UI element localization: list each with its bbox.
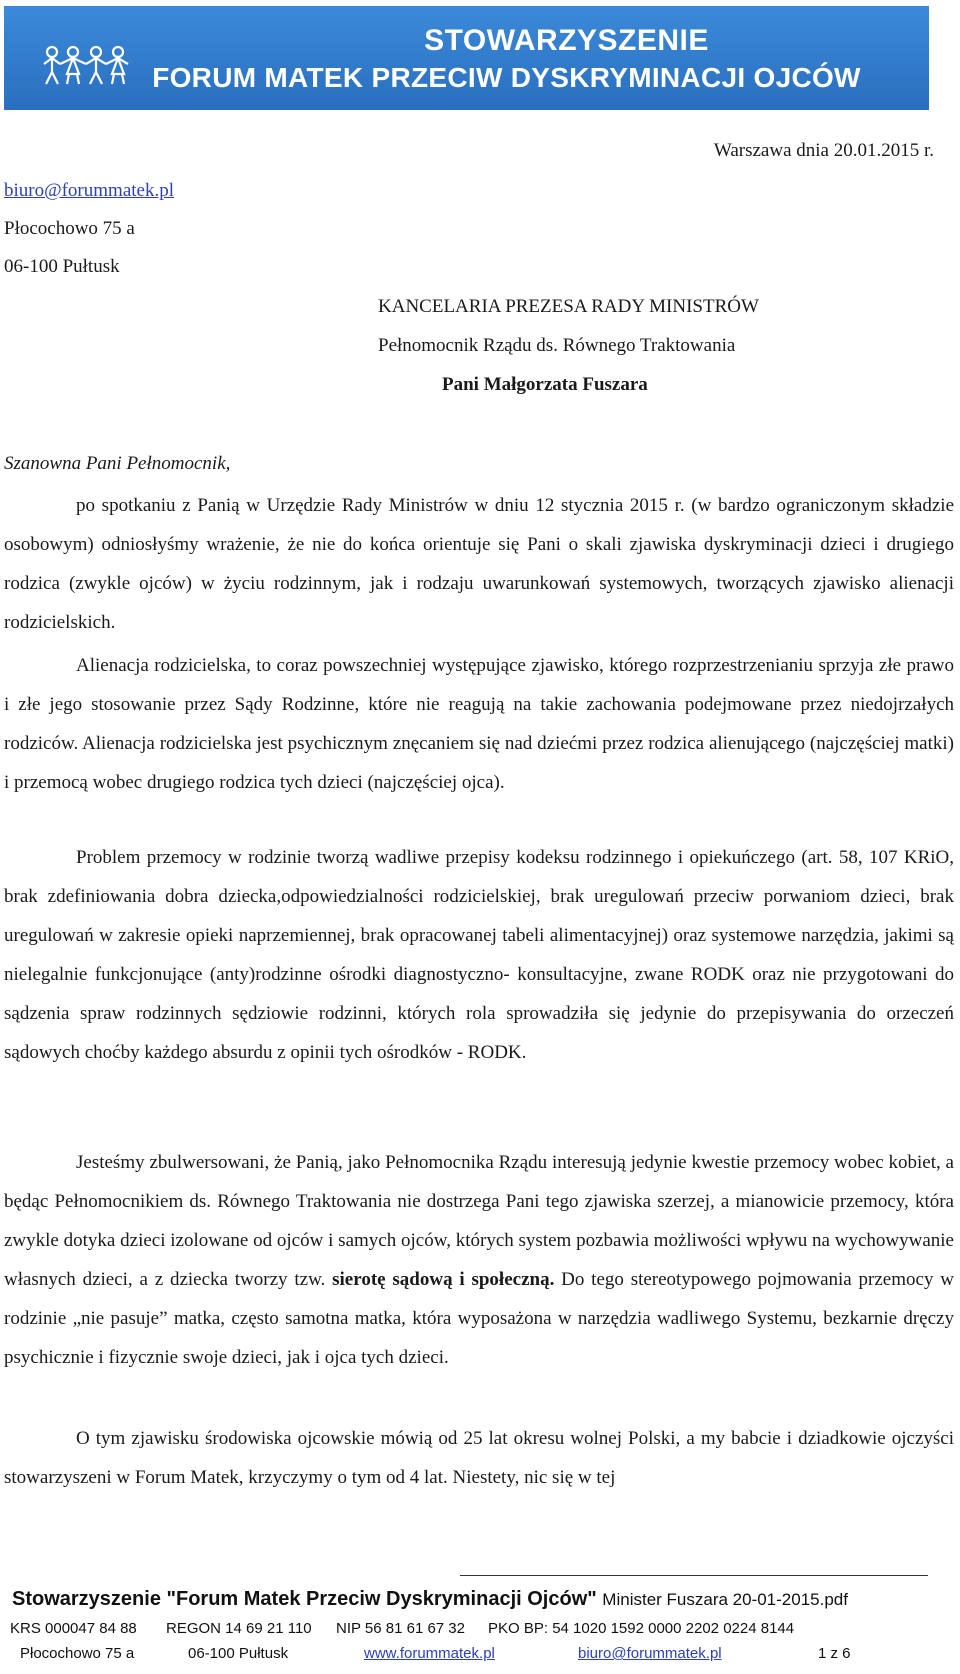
recipient-office: KANCELARIA PREZESA RADY MINISTRÓW [378,296,759,317]
footer-bank-account: PKO BP: 54 1020 1592 0000 2202 0224 8144 [488,1620,795,1637]
footer-file-name: Minister Fuszara 20-01-2015.pdf [602,1590,848,1609]
footer-page-number: 1 z 6 [818,1645,851,1662]
footer-contact-line [20,1645,851,1662]
footer-krs: KRS 000047 84 88 [10,1620,137,1637]
paragraph-3: Problem przemocy w rodzinie tworzą wadliwe przepisy kodeksu rodzinnego i opiekuńczego (art. 58, 107 KRiO, brak zdefiniowania dobra dziecka,odpowiedzialności rodzicielskiej, brak uregulowań przeciw porwaniom dzieci, brak uregulowań w zakresie opieki naprzemiennej, brak opracowanej tabeli alimentacyjnej) oraz systemowe narzędzia, jakimi są nielegalnie funkcjonujące (anty)rodzinne ośrodki diagnostyczno- konsultacyjne, zwane RODK oraz nie przygotowani do sądzenia spraw rodzinnych sędziowie rodzinni, których rola sprowadziła się jedynie do przepisywania do orzeczeń sądowych choćby każdego absurdu z opinii tych ośrodków - RODK. [4,847,954,1063]
footer-nip: NIP 56 81 61 67 32 [336,1620,465,1637]
paragraph-4-text-a: Jesteśmy zbulwersowani, że Panią, jako Pełnomocnika Rządu interesują jedynie kwestie przemocy wobec kobiet, a będąc Pełnomocnikiem ds. Równego Traktowania nie dostrzega Pani tego zjawiska szerzej, a mianowicie przemocy, która zwykle dotyka dzieci izolowane od ojców i samych ojców, których system pozbawia możliwości wpływu na wychowywanie własnych dzieci, a z dziecka tworzy tzw. [4,1152,954,1290]
recipient-title: Pełnomocnik Rządu ds. Równego Traktowania [378,335,736,356]
header-title-line2: FORUM MATEK PRZECIW DYSKRYMINACJI OJCÓW [152,62,861,93]
salutation: Szanowna Pani Pełnomocnik, [4,453,231,474]
footer-org-line [12,1588,848,1611]
footer-org-name: Stowarzyszenie "Forum Matek Przeciw Dyskryminacji Ojców" [12,1588,597,1610]
sender-address-line2: 06-100 Pułtusk [4,256,120,277]
letter-date: Warszawa dnia 20.01.2015 r. [713,140,934,161]
footer-divider [460,1575,928,1576]
footer-website-link[interactable]: www.forummatek.pl [364,1645,495,1662]
sender-address-line1: Płocochowo 75 a [4,218,135,239]
footer-address1: Płocochowo 75 a [20,1645,135,1662]
sender-email-link[interactable]: biuro@forummatek.pl [4,180,174,201]
footer-registry-line [10,1620,794,1637]
recipient-name: Pani Małgorzata Fuszara [442,374,648,395]
paragraph-4-bold: sierotę sądową i społeczną. [332,1269,555,1290]
header-banner [4,6,929,110]
paragraph-5: O tym zjawisku środowiska ojcowskie mówią od 25 lat okresu wolnej Polski, a my babcie i dziadkowie ojczyści stowarzyszeni w Forum Matek, krzyczymy o tym od 4 lat. Niestety, nic się w tej [4,1428,954,1488]
footer-regon: REGON 14 69 21 110 [166,1620,312,1637]
paragraph-1: po spotkaniu z Panią w Urzędzie Rady Ministrów w dniu 12 stycznia 2015 r. (w bardzo ograniczonym składzie osobowym) odniosłyśmy wrażenie, że nie do końca orientuje się Pani o skali zjawiska dyskryminacji dzieci i drugiego rodzica (zwykle ojców) w życiu rodzinnym, jak i rodzaju uwarunkowań systemowych, tworzących zjawisko alienacji rodzicielskich. [4,495,954,633]
paragraph-2: Alienacja rodzicielska, to coraz powszechniej występujące zjawisko, którego rozprzestrzenianiu sprzyja złe prawo i złe jego stosowanie przez Sądy Rodzinne, które nie reagują na takie zachowania podejmowane przez niedojrzałych rodziców. Alienacja rodzicielska jest psychicznym znęcaniem się nad dziećmi przez rodzica alienującego (najczęściej matki) i przemocą wobec drugiego rodzica tych dzieci (najczęściej ojca). [4,655,954,793]
header-title-line1: STOWARZYSZENIE [424,24,709,57]
footer-email-link[interactable]: biuro@forummatek.pl [578,1645,722,1662]
paragraph-4-text-b: Do tego stereotypowego pojmowania przemocy w rodzinie „nie pasuje” matka, często samotna matka, która wyposażona w narzędzia wadliwego Systemu, bezkarnie dręczy psychicznie i fizycznie swoje dzieci, jak i ojca tych dzieci. [4,1269,954,1368]
paragraph-4 [4,1143,954,1377]
footer-address2: 06-100 Pułtusk [188,1645,289,1662]
